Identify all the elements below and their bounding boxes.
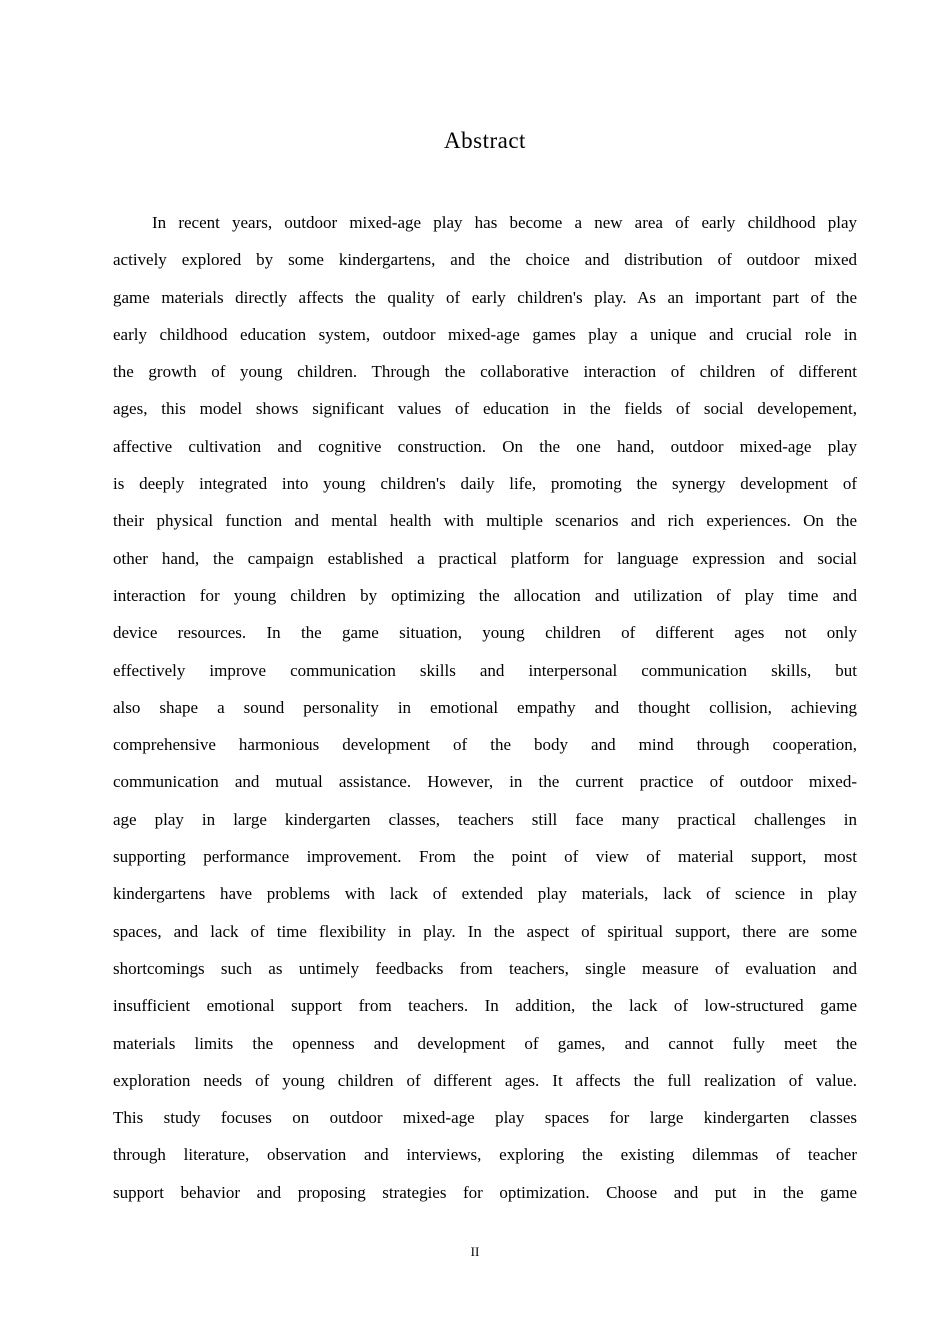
paragraph-line: shortcomings such as untimely feedbacks from teachers, single measure of evaluation and <box>113 958 857 978</box>
paragraph-line: ages, this model shows significant values of education in the fields of social developement, <box>113 399 857 419</box>
paragraph-line: insufficient emotional support from teachers. In addition, the lack of low-structured game <box>113 996 857 1016</box>
paragraph-line: age play in large kindergarten classes, teachers still face many practical challenges in <box>113 809 857 829</box>
paragraph-line: device resources. In the game situation, young children of different ages not only <box>113 623 857 643</box>
paragraph-line: support behavior and proposing strategies for optimization. Choose and put in the game <box>113 1182 857 1202</box>
paragraph-line: effectively improve communication skills and interpersonal communication skills, but <box>113 660 857 680</box>
paragraph-line: spaces, and lack of time flexibility in play. In the aspect of spiritual support, there are some <box>113 921 857 941</box>
paragraph-line: exploration needs of young children of different ages. It affects the full realization of value. <box>113 1070 857 1090</box>
paragraph-line: game materials directly affects the quality of early children's play. As an important part of the <box>113 287 857 307</box>
paragraph-line: is deeply integrated into young children's daily life, promoting the synergy development of <box>113 474 857 494</box>
paragraph-line: interaction for young children by optimizing the allocation and utilization of play time and <box>113 585 857 605</box>
paragraph-line: kindergartens have problems with lack of extended play materials, lack of science in play <box>113 884 857 904</box>
paragraph-line: also shape a sound personality in emotional empathy and thought collision, achieving <box>113 697 857 717</box>
paragraph-line: actively explored by some kindergartens, and the choice and distribution of outdoor mixed <box>113 250 857 270</box>
paragraph-line: supporting performance improvement. From the point of view of material support, most <box>113 847 857 867</box>
abstract-paragraph <box>113 204 857 1211</box>
paragraph-line: their physical function and mental health with multiple scenarios and rich experiences. On the <box>113 511 857 531</box>
paragraph-line: affective cultivation and cognitive construction. On the one hand, outdoor mixed-age play <box>113 436 857 456</box>
paragraph-line: other hand, the campaign established a practical platform for language expression and social <box>113 548 857 568</box>
paragraph-line: communication and mutual assistance. However, in the current practice of outdoor mixed- <box>113 772 857 792</box>
paragraph-line: the growth of young children. Through the collaborative interaction of children of different <box>113 362 857 382</box>
paragraph-line: This study focuses on outdoor mixed-age play spaces for large kindergarten classes <box>113 1108 857 1128</box>
paragraph-line: materials limits the openness and development of games, and cannot fully meet the <box>113 1033 857 1053</box>
page-title: Abstract <box>444 128 526 153</box>
page-number: II <box>470 1244 480 1259</box>
paragraph-line: comprehensive harmonious development of the body and mind through cooperation, <box>113 735 857 755</box>
paragraph-line: early childhood education system, outdoor mixed-age games play a unique and crucial role in <box>113 324 857 344</box>
paragraph-line: In recent years, outdoor mixed-age play has become a new area of early childhood play <box>152 213 857 232</box>
paragraph-line: through literature, observation and interviews, exploring the existing dilemmas of teacher <box>113 1145 857 1165</box>
